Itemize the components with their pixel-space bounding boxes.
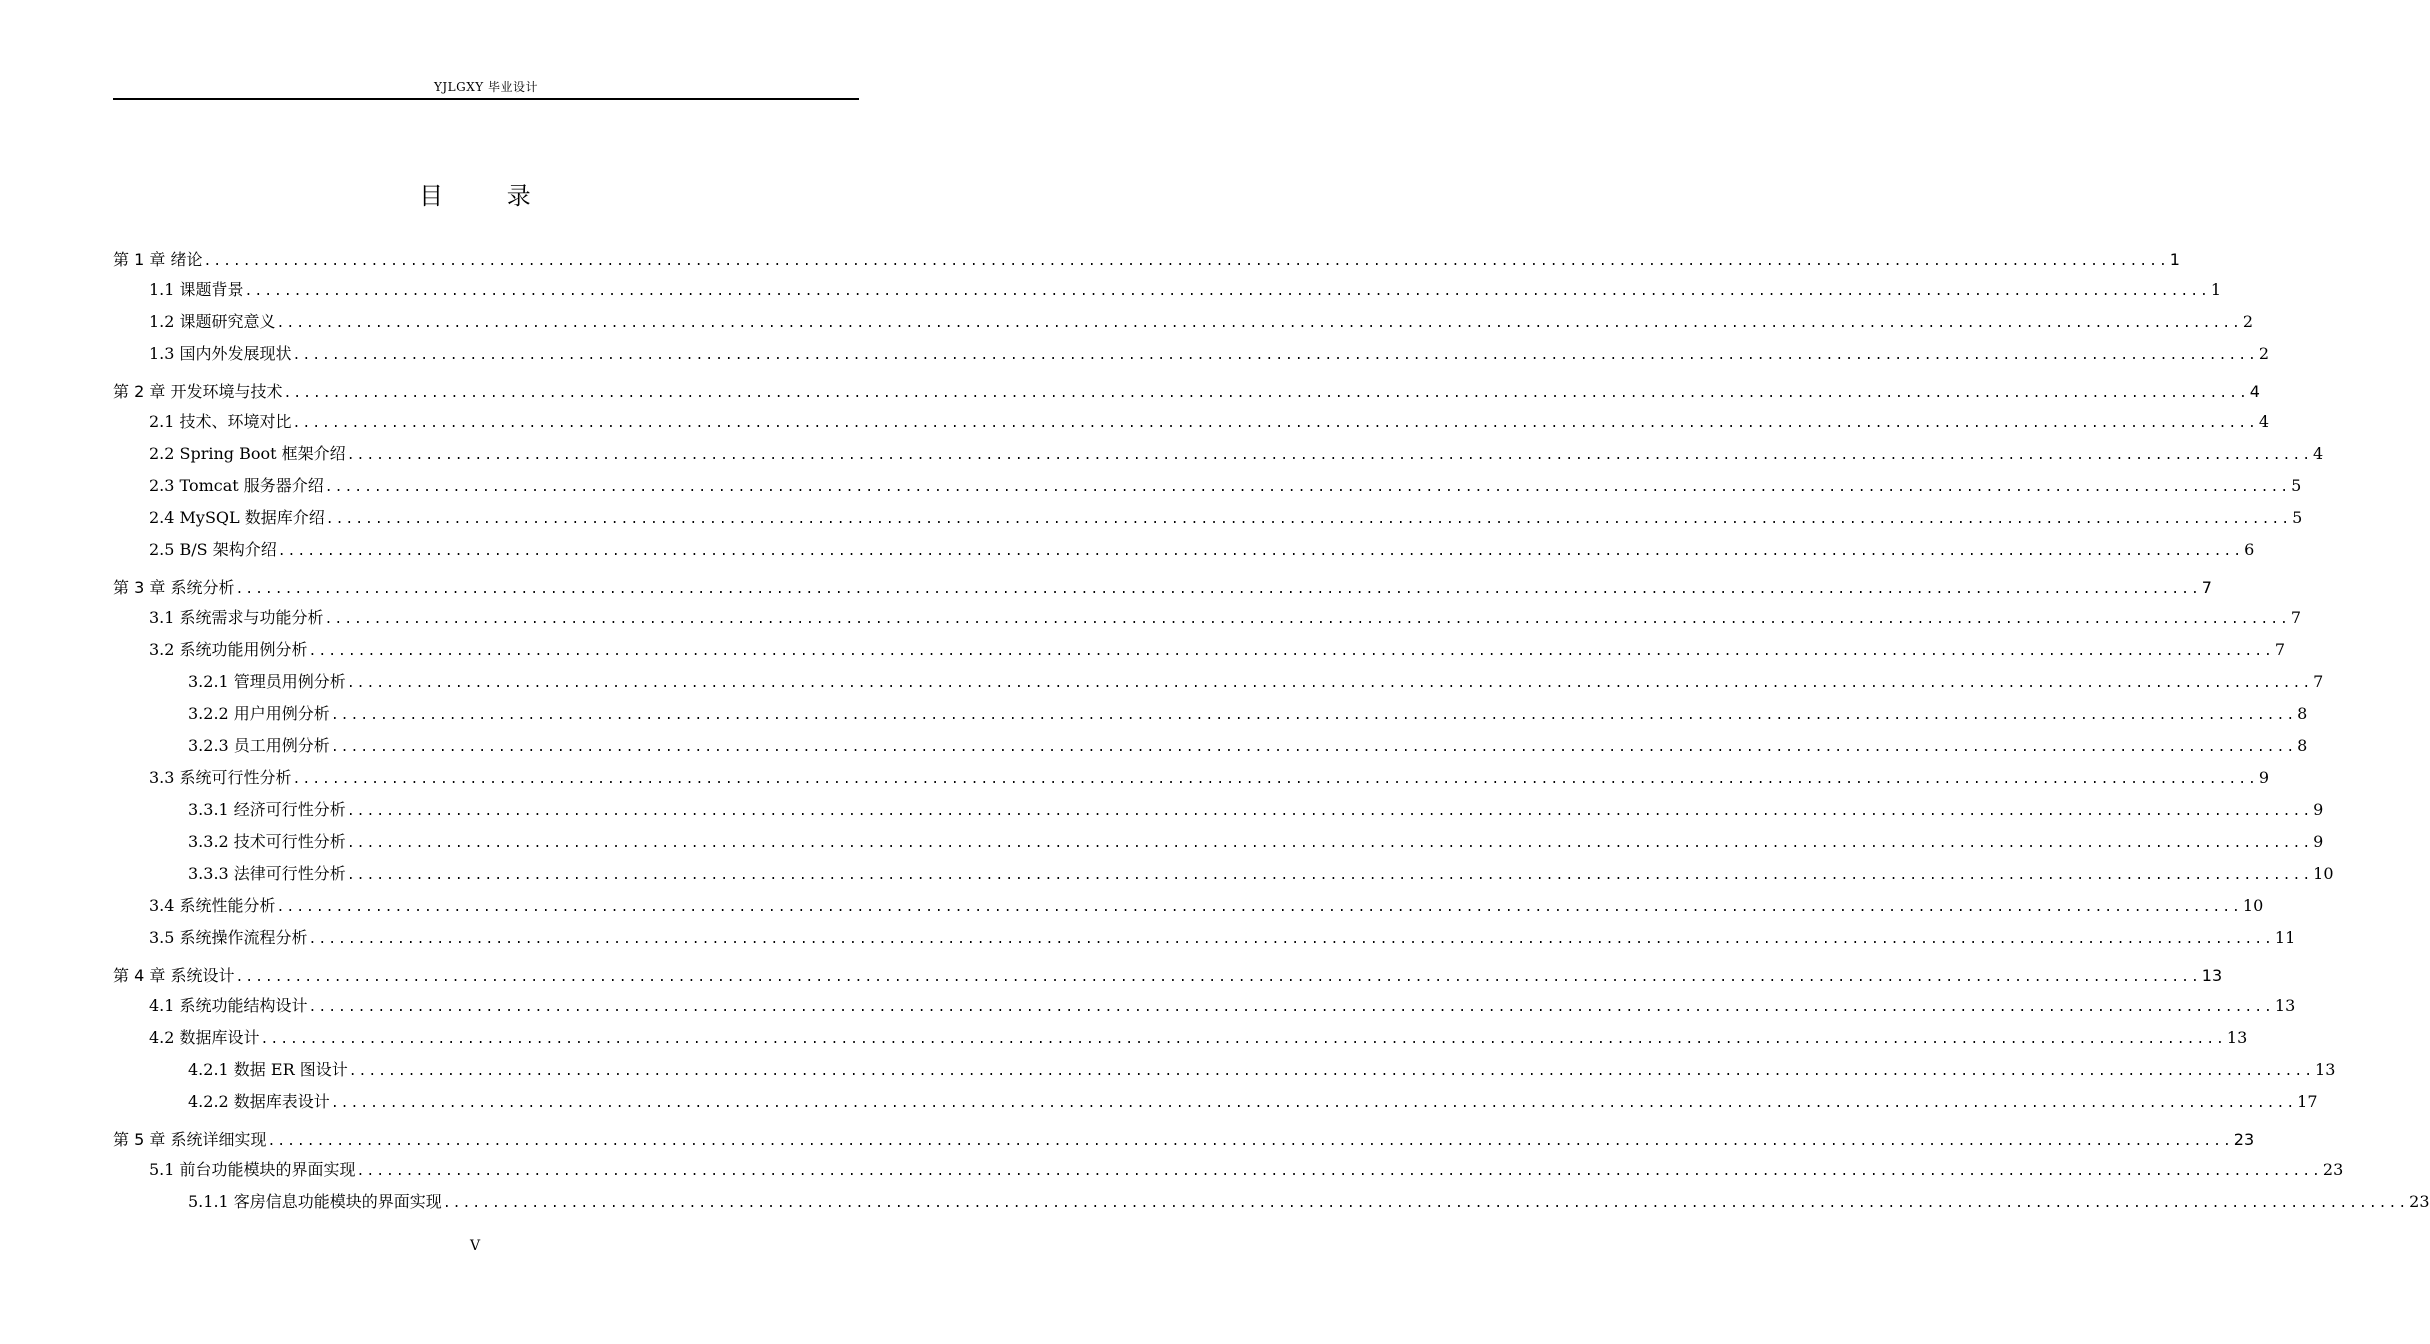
toc-entry[interactable] <box>113 606 2302 638</box>
toc-dot-leader: ........................................................................................................................................................................................................ <box>346 676 2313 691</box>
toc-entry[interactable] <box>113 734 2308 766</box>
toc-dot-leader: ........................................................................................................................................................................................................ <box>283 386 2249 401</box>
page-header: YJLGXY 毕业设计 <box>433 80 539 94</box>
toc-dot-leader: ........................................................................................................................................................................................................ <box>276 316 2242 331</box>
toc-dot-leader: ........................................................................................................................................................................................................ <box>346 868 2313 883</box>
toc-entry-page: 10 <box>2313 864 2334 883</box>
toc-dot-leader: ........................................................................................................................................................................................................ <box>346 448 2313 463</box>
toc-entry[interactable] <box>113 310 2254 342</box>
toc-entry[interactable] <box>113 1058 2336 1090</box>
toc-entry-label: 3.3.2 技术可行性分析 <box>188 832 346 851</box>
toc-entry-page: 9 <box>2313 800 2324 819</box>
toc-entry-page: 13 <box>2226 1028 2248 1047</box>
toc-entry-label: 3.2.3 员工用例分析 <box>188 736 330 755</box>
toc-entry-label: 第 5 章 系统详细实现 <box>113 1130 267 1149</box>
toc-dot-leader: ........................................................................................................................................................................................................ <box>356 1164 2322 1179</box>
toc-entry-label: 4.1 系统功能结构设计 <box>149 996 308 1015</box>
page-title: 目 录 <box>419 182 559 210</box>
toc-entry[interactable] <box>113 342 2270 374</box>
toc-entry[interactable] <box>113 862 2334 894</box>
toc-entry-page: 1 <box>2210 280 2222 299</box>
toc-entry[interactable] <box>113 830 2324 862</box>
toc-entry-label: 4.2.2 数据库表设计 <box>188 1092 330 1111</box>
toc-entry-label: 第 3 章 系统分析 <box>113 578 235 597</box>
toc-entry-label: 1.1 课题背景 <box>149 280 244 299</box>
toc-entry-page: 23 <box>2233 1130 2255 1149</box>
toc-dot-leader: ........................................................................................................................................................................................................ <box>308 1000 2274 1015</box>
toc-dot-leader: ........................................................................................................................................................................................................ <box>276 900 2242 915</box>
toc-entry-label: 3.3.1 经济可行性分析 <box>188 800 346 819</box>
toc-entry[interactable] <box>113 474 2302 506</box>
toc-entry[interactable] <box>113 1190 2430 1222</box>
toc-entry-label: 4.2 数据库设计 <box>149 1028 260 1047</box>
toc-dot-leader: ........................................................................................................................................................................................................ <box>277 544 2244 559</box>
toc-entry[interactable] <box>113 994 2296 1026</box>
toc-entry-label: 3.2 系统功能用例分析 <box>149 640 308 659</box>
toc-dot-leader: ........................................................................................................................................................................................................ <box>348 1064 2315 1079</box>
toc-dot-leader: ........................................................................................................................................................................................................ <box>324 612 2290 627</box>
toc-dot-leader: ........................................................................................................................................................................................................ <box>235 582 2201 597</box>
toc-dot-leader: ........................................................................................................................................................................................................ <box>442 1196 2409 1211</box>
toc-dot-leader: ........................................................................................................................................................................................................ <box>325 512 2292 527</box>
toc-dot-leader: ........................................................................................................................................................................................................ <box>330 1096 2297 1111</box>
toc-entry-label: 第 4 章 系统设计 <box>113 966 235 985</box>
toc-dot-leader: ........................................................................................................................................................................................................ <box>324 480 2291 495</box>
toc-entry-page: 6 <box>2244 540 2255 559</box>
toc-entry-label: 2.3 Tomcat 服务器介绍 <box>149 476 324 495</box>
toc-entry[interactable] <box>113 926 2296 958</box>
toc-entry-page: 5 <box>2292 508 2303 527</box>
toc-entry[interactable] <box>113 442 2324 474</box>
toc-dot-leader: ........................................................................................................................................................................................................ <box>330 708 2297 723</box>
toc-entry[interactable] <box>113 278 2222 310</box>
toc-entry-page: 7 <box>2313 672 2324 691</box>
toc-dot-leader: ........................................................................................................................................................................................................ <box>203 254 2169 269</box>
toc-entry-page: 23 <box>2322 1160 2344 1179</box>
toc-entry-label: 5.1 前台功能模块的界面实现 <box>149 1160 356 1179</box>
toc-dot-leader: ........................................................................................................................................................................................................ <box>267 1134 2233 1149</box>
toc-entry-page: 9 <box>2258 768 2270 787</box>
toc-entry-page: 10 <box>2242 896 2264 915</box>
toc-entry[interactable] <box>113 1128 2255 1158</box>
toc-entry-page: 2 <box>2242 312 2254 331</box>
toc-dot-leader: ........................................................................................................................................................................................................ <box>330 740 2297 755</box>
toc-entry-page: 7 <box>2201 578 2212 597</box>
toc-entry-label: 1.2 课题研究意义 <box>149 312 276 331</box>
toc-entry[interactable] <box>113 702 2308 734</box>
toc-entry-label: 第 2 章 开发环境与技术 <box>113 382 283 401</box>
toc-entry[interactable] <box>113 410 2270 442</box>
table-of-contents <box>113 248 2430 1222</box>
toc-entry[interactable] <box>113 1090 2318 1122</box>
toc-entry[interactable] <box>113 670 2324 702</box>
toc-entry[interactable] <box>113 1158 2344 1190</box>
toc-entry[interactable] <box>113 798 2324 830</box>
toc-entry-label: 3.1 系统需求与功能分析 <box>149 608 324 627</box>
toc-entry-label: 3.2.1 管理员用例分析 <box>188 672 346 691</box>
toc-entry-page: 17 <box>2297 1092 2318 1111</box>
toc-dot-leader: ........................................................................................................................................................................................................ <box>292 772 2258 787</box>
toc-entry[interactable] <box>113 538 2255 570</box>
toc-entry-label: 3.4 系统性能分析 <box>149 896 276 915</box>
toc-entry-label: 3.5 系统操作流程分析 <box>149 928 308 947</box>
toc-entry-page: 4 <box>2313 444 2324 463</box>
toc-entry-page: 11 <box>2274 928 2296 947</box>
toc-entry[interactable] <box>113 248 2180 278</box>
toc-entry-label: 2.2 Spring Boot 框架介绍 <box>149 444 346 463</box>
toc-entry-page: 8 <box>2297 736 2308 755</box>
toc-entry-label: 4.2.1 数据 ER 图设计 <box>188 1060 348 1079</box>
toc-entry-page: 7 <box>2290 608 2302 627</box>
toc-entry[interactable] <box>113 1026 2248 1058</box>
toc-entry-label: 3.2.2 用户用例分析 <box>188 704 330 723</box>
toc-entry-label: 2.5 B/S 架构介绍 <box>149 540 277 559</box>
toc-entry[interactable] <box>113 766 2270 798</box>
toc-entry-label: 第 1 章 绪论 <box>113 250 203 269</box>
toc-entry-page: 9 <box>2313 832 2324 851</box>
toc-entry-page: 13 <box>2315 1060 2336 1079</box>
toc-dot-leader: ........................................................................................................................................................................................................ <box>260 1032 2226 1047</box>
toc-entry-page: 13 <box>2201 966 2223 985</box>
toc-entry-label: 1.3 国内外发展现状 <box>149 344 292 363</box>
toc-dot-leader: ........................................................................................................................................................................................................ <box>292 348 2258 363</box>
toc-entry-label: 2.4 MySQL 数据库介绍 <box>149 508 325 527</box>
toc-entry-label: 3.3 系统可行性分析 <box>149 768 292 787</box>
toc-entry-page: 13 <box>2274 996 2296 1015</box>
toc-entry-label: 2.1 技术、环境对比 <box>149 412 292 431</box>
toc-dot-leader: ........................................................................................................................................................................................................ <box>308 932 2274 947</box>
toc-dot-leader: ........................................................................................................................................................................................................ <box>235 970 2201 985</box>
toc-entry[interactable] <box>113 380 2260 410</box>
header-rule <box>113 98 859 100</box>
toc-entry[interactable] <box>113 576 2212 606</box>
toc-dot-leader: ........................................................................................................................................................................................................ <box>346 836 2313 851</box>
toc-entry-label: 5.1.1 客房信息功能模块的界面实现 <box>188 1192 442 1211</box>
toc-entry[interactable] <box>113 506 2303 538</box>
toc-entry-page: 2 <box>2258 344 2270 363</box>
toc-entry-page: 7 <box>2274 640 2286 659</box>
toc-entry[interactable] <box>113 638 2286 670</box>
toc-entry[interactable] <box>113 894 2264 926</box>
toc-entry-page: 4 <box>2258 412 2270 431</box>
toc-entry-page: 23 <box>2409 1192 2430 1211</box>
toc-entry[interactable] <box>113 964 2223 994</box>
toc-dot-leader: ........................................................................................................................................................................................................ <box>308 644 2274 659</box>
page-number: V <box>469 1238 481 1254</box>
toc-dot-leader: ........................................................................................................................................................................................................ <box>292 416 2258 431</box>
toc-entry-page: 5 <box>2291 476 2302 495</box>
toc-entry-page: 8 <box>2297 704 2308 723</box>
toc-entry-page: 1 <box>2169 250 2180 269</box>
toc-entry-label: 3.3.3 法律可行性分析 <box>188 864 346 883</box>
toc-entry-page: 4 <box>2249 382 2260 401</box>
toc-dot-leader: ........................................................................................................................................................................................................ <box>244 284 2210 299</box>
toc-dot-leader: ........................................................................................................................................................................................................ <box>346 804 2313 819</box>
